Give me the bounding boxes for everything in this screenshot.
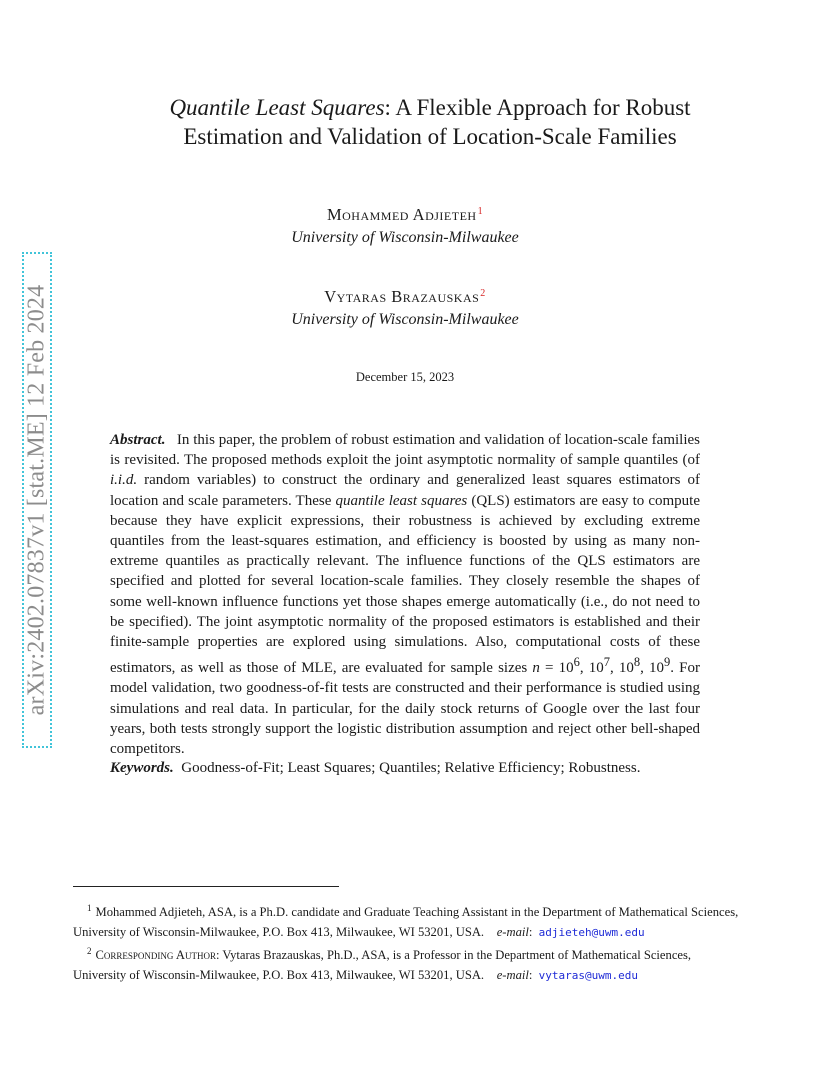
title-italic: Quantile Least Squares: [169, 95, 385, 120]
footnote-rule: [73, 886, 339, 887]
keywords-text: Goodness-of-Fit; Least Squares; Quantiles; Relative Efficiency; Robustness.: [181, 760, 641, 776]
footnote-2-num: 2: [87, 946, 92, 956]
title-line2: Estimation and Validation of Location-Scale Families: [183, 124, 677, 149]
abstract-label: Abstract: [110, 432, 162, 448]
abstract-part-2: random variables) to construct the ordinary and generalized least squares estimators of location and scale parameters. These: [110, 472, 700, 509]
author-footnote-mark-1[interactable]: 1: [477, 205, 484, 217]
abstract-exp-8: 8: [633, 655, 641, 670]
abstract-n-symbol: n: [532, 660, 540, 677]
author-name-1: Mohammed Adjieteh: [326, 205, 477, 224]
paper-date: December 15, 2023: [355, 370, 455, 384]
footnote-1: $^1$ Mohammed Adjieteh, ASA, is a Ph.D. candidate and Graduate Teaching Assistant in the Department of Mathematical Sciences, University of Wisconsin-Milwaukee, P.O. Box 413, Milwaukee, WI 53201, USA. e-mail: adjieteh@uwm.edu: [73, 903, 739, 940]
footnote-2-email-link[interactable]: vytaras@uwm.edu: [538, 969, 639, 983]
footnote-1-email-label: e-mail: [496, 925, 529, 940]
abstract-part-1: In this paper, the problem of robust estimation and validation of location-scale families is revisited. The proposed methods exploit the joint asymptotic normality of sample quantiles (of: [110, 432, 700, 469]
author-footnote-mark-2[interactable]: 2: [480, 287, 486, 299]
arxiv-stamp-text: arXiv:2402.07837v1 [stat.ME] 12 Feb 2024: [23, 284, 50, 716]
author-affiliation-1: University of Wisconsin-Milwaukee: [291, 229, 519, 246]
abstract-comma-2: , 10: [610, 660, 634, 677]
title-line1-rest: : A Flexible Approach for Robust: [384, 95, 691, 120]
abstract-n-eq: = 10: [539, 660, 574, 677]
abstract-part-4: . For model validation, two goodness-of-fit tests are constructed and their performance is studied using simulations and real data. In particular, for the daily stock returns of Google over the last four years, both tests strongly support the logistic distribution assumption and reject other bell-shaped competitors.: [110, 660, 701, 758]
author-affiliation-2: University of Wisconsin-Milwaukee: [291, 311, 519, 328]
footnote-2: $^2$ Corresponding Author: Vytaras Brazauskas, Ph.D., ASA, is a Professor in the Department of Mathematical Sciences, University of Wisconsin-Milwaukee, P.O. Box 413, Milwaukee, WI 53201, USA. e-mail: vytaras@uwm.edu: [73, 946, 692, 983]
abstract-exp-9: 9: [664, 655, 671, 670]
keywords-label: Keywords: [110, 760, 170, 776]
abstract-qls-term: quantile least squares: [335, 492, 468, 509]
footnote-1-email-link[interactable]: adjieteh@uwm.edu: [538, 926, 645, 940]
author-block-2: [150, 287, 660, 329]
abstract-iid: i.i.d.: [110, 472, 138, 489]
abstract: Abstract. In this paper, the problem of robust estimation and validation of location-scale families is revisited. The proposed methods exploit the joint asymptotic normality of sample quantiles (of i.i.d. random variables) to construct the ordinary and generalized least squares estimators of location and scale parameters. These quantile least squares (QLS) estimators are easy to compute because they have explicit expressions, their robustness is achieved by excluding extreme quantiles from the least-squares estimation, and efficiency is boosted by using as many non-extreme quantiles as practically relevant. The influence functions of the QLS estimators are specified and plotted for several location-scale families. They closely resemble the shapes of some well-known influence functions yet those shapes emerge automatically (i.e., do not need to be specified). The joint asymptotic normality of the proposed estimators is established and their finite-sample properties are explored using simulations. Also, computational costs of these estimators, as well as those of MLE, are evaluated for sample sizes $n = 10^6$, $10^7$, $10^8$, $10^9$. For model validation, two goodness-of-fit tests are constructed and their performance is studied using simulations and real data. In particular, for the daily stock returns of Google over the last four years, both tests strongly support the logistic distribution assumption and reject other bell-shaped competitors.: [110, 432, 701, 758]
abstract-exp-6: 6: [573, 655, 580, 670]
abstract-part-3: (QLS) estimators are easy to compute because they have explicit expressions, their robustness is achieved by excluding extreme quantiles from the least-squares estimation, and efficiency is boosted by using as many non-extreme quantiles as practically relevant. The influence functions of the QLS estimators are specified and plotted for several location-scale families. They closely resemble the shapes of some well-known influence functions yet those shapes emerge automatically (i.e., do not need to be specified). The joint asymptotic normality of the proposed estimators is established and their finite-sample properties are explored using simulations. Also, computational costs of these estimators, as well as those of MLE, are evaluated for sample sizes: [110, 492, 701, 677]
abstract-comma-3: , 10: [640, 660, 665, 677]
footnote-2-lead: Corresponding Author: [95, 948, 216, 963]
abstract-exp-7: 7: [603, 655, 610, 670]
paper-title: [100, 93, 760, 151]
keywords: Keywords. Goodness-of-Fit; Least Squares; Quantiles; Relative Efficiency; Robustness.: [110, 760, 641, 776]
footnote-1-num: 1: [87, 903, 92, 913]
author-block-1: [150, 205, 660, 247]
footnote-2-email-label: e-mail: [496, 968, 529, 983]
footnote-2-text: Vytaras Brazauskas, Ph.D., ASA, is a Professor in the Department of Mathematical Sciences, University of Wisconsin-Milwaukee, P.O. Box 413, Milwaukee, WI 53201, USA.: [73, 948, 692, 983]
abstract-comma-1: , 10: [579, 660, 604, 677]
arxiv-stamp: [22, 252, 52, 748]
author-name-2: Vytaras Brazauskas: [324, 287, 480, 306]
footnote-1-text: Mohammed Adjieteh, ASA, is a Ph.D. candidate and Graduate Teaching Assistant in the Department of Mathematical Sciences, University of Wisconsin-Milwaukee, P.O. Box 413, Milwaukee, WI 53201, USA.: [73, 905, 739, 940]
